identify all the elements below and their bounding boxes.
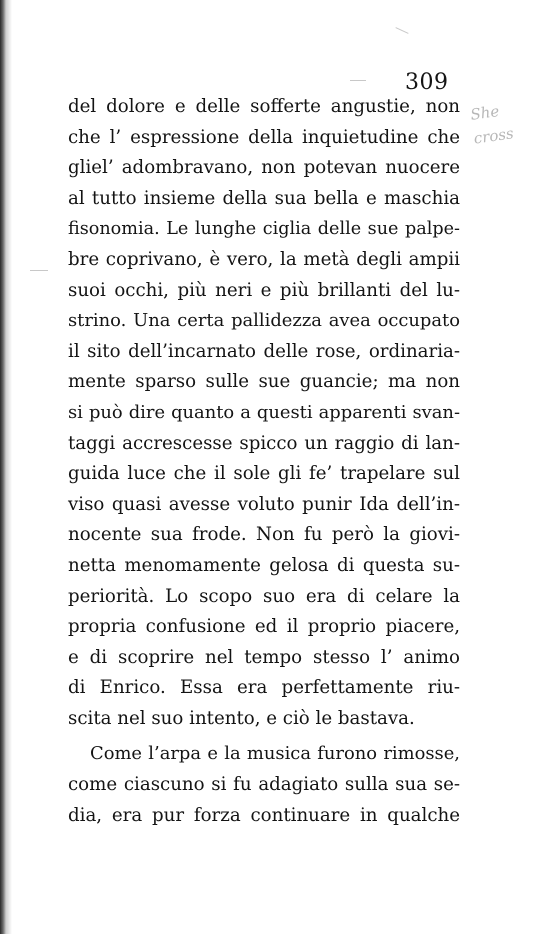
- text-line: suoi occhi, più neri e più brillanti del lu-: [68, 279, 460, 301]
- text-line: strino. Una certa pallidezza avea occupato: [68, 310, 460, 332]
- text-line: guida luce che il sole gli fe’ trapelare sul: [68, 463, 460, 485]
- margin-note-line: She: [469, 101, 501, 124]
- text-line: gliel’ adombravano, non potevan nuocere: [68, 157, 460, 179]
- text-line: Come l’arpa e la musica furono rimosse,: [90, 743, 460, 765]
- text-line: nocente sua frode. Non fu però la giovi-: [68, 524, 460, 546]
- text-line: di Enrico. Essa era perfettamente riu-: [68, 677, 460, 699]
- text-line: netta menomamente gelosa di questa su-: [68, 554, 460, 576]
- text-line: periorità. Lo scopo suo era di celare la: [68, 585, 460, 607]
- pencil-mark: [395, 27, 408, 34]
- text-line: come ciascuno si fu adagiato sulla sua se-: [68, 774, 460, 796]
- text-line: propria confusione ed il proprio piacere,: [68, 616, 460, 638]
- text-line: al tutto insieme della sua bella e maschia: [68, 187, 460, 209]
- text-line: bre coprivano, è vero, la metà degli ampii: [68, 248, 460, 270]
- text-line: scita nel suo intento, e ciò le bastava.: [68, 707, 415, 729]
- text-line: taggi accrescesse spicco un raggio di lan-: [68, 432, 460, 454]
- margin-note-line: cross: [472, 124, 515, 148]
- text-line: viso quasi avesse voluto punir Ida dell’in-: [68, 493, 460, 515]
- pencil-mark: [350, 80, 366, 81]
- text-line: fisonomia. Le lunghe ciglia delle sue palpe-: [68, 219, 460, 240]
- text-line: il sito dell’incarnato delle rose, ordinaria-: [68, 340, 460, 362]
- text-line: mente sparso sulle sue guancie; ma non: [68, 371, 460, 393]
- pencil-mark: [30, 270, 48, 271]
- text-line: si può dire quanto a questi apparenti svan-: [68, 401, 460, 423]
- text-line: e di scoprire nel tempo stesso l’ animo: [68, 646, 460, 668]
- text-line: che l’ espressione della inquietudine che: [68, 126, 460, 148]
- page-number: 309: [405, 70, 449, 95]
- text-line: dia, era pur forza continuare in qualche: [68, 804, 460, 826]
- page-binding-edge: [0, 0, 22, 934]
- body-text: [68, 92, 460, 831]
- handwritten-margin-note: [469, 97, 515, 150]
- text-line: del dolore e delle sofferte angustie, non: [68, 96, 460, 117]
